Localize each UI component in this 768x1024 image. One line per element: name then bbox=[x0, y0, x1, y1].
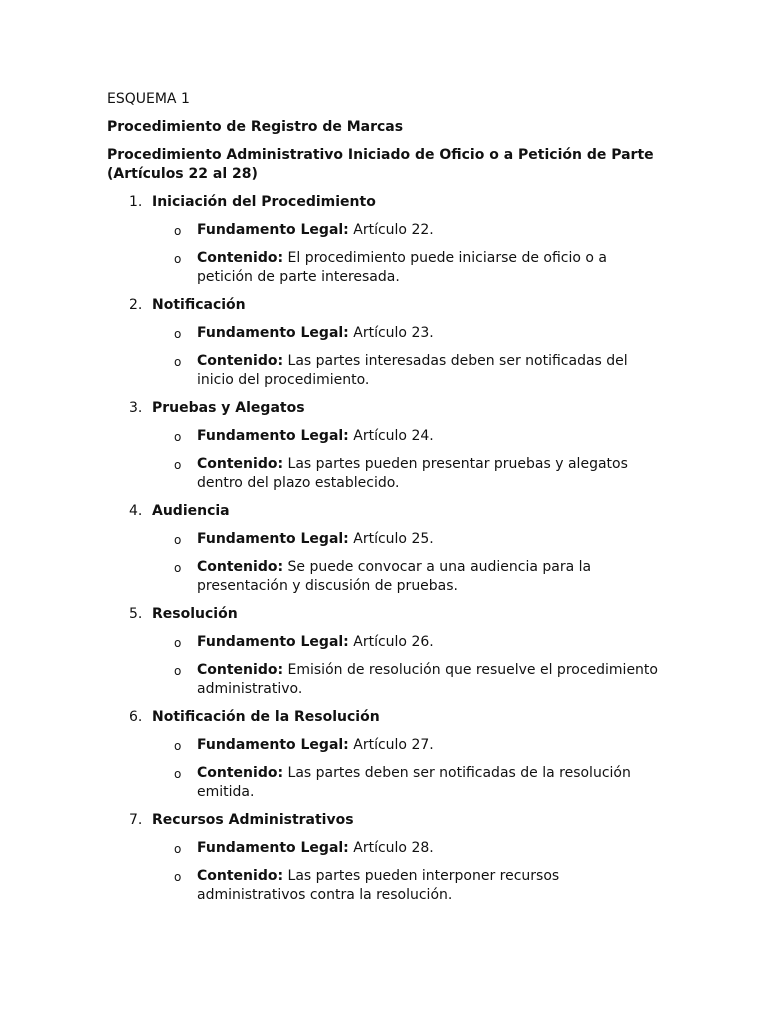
legal-basis-value: Artículo 28. bbox=[353, 840, 434, 856]
bullet-icon: o bbox=[174, 561, 182, 575]
content-label: Contenido: bbox=[197, 456, 284, 472]
legal-basis-item bbox=[107, 736, 667, 755]
legal-basis-item bbox=[107, 427, 667, 446]
bullet-icon: o bbox=[174, 739, 182, 753]
step-title: Notificación de la Resolución bbox=[152, 709, 380, 725]
legal-basis-label: Fundamento Legal: bbox=[197, 737, 349, 753]
step-title: Notificación bbox=[152, 297, 246, 313]
step-number: 4. bbox=[129, 503, 143, 519]
content-value: Las partes interesadas deben ser notificadas del inicio del procedimiento. bbox=[197, 353, 628, 388]
content-value: Emisión de resolución que resuelve el procedimiento administrativo. bbox=[197, 662, 658, 697]
step-subitems bbox=[107, 427, 667, 493]
legal-basis-value: Artículo 25. bbox=[353, 531, 434, 547]
legal-basis-label: Fundamento Legal: bbox=[197, 531, 349, 547]
step-heading bbox=[107, 296, 667, 315]
step-item bbox=[107, 399, 667, 493]
step-heading bbox=[107, 502, 667, 521]
step-title: Pruebas y Alegatos bbox=[152, 400, 305, 416]
bullet-icon: o bbox=[174, 355, 182, 369]
legal-basis-label: Fundamento Legal: bbox=[197, 840, 349, 856]
content-item bbox=[107, 764, 667, 802]
legal-basis-label: Fundamento Legal: bbox=[197, 325, 349, 341]
step-subitems bbox=[107, 221, 667, 287]
step-number: 2. bbox=[129, 297, 143, 313]
content-label: Contenido: bbox=[197, 250, 284, 266]
legal-basis-value: Artículo 27. bbox=[353, 737, 434, 753]
document-subtitle: Procedimiento Administrativo Iniciado de Oficio o a Petición de Parte (Artículos 22 al 28) bbox=[107, 147, 654, 182]
step-subitems bbox=[107, 324, 667, 390]
step-subitems bbox=[107, 736, 667, 802]
content-item bbox=[107, 352, 667, 390]
legal-basis-label: Fundamento Legal: bbox=[197, 634, 349, 650]
content-value: Se puede convocar a una audiencia para la presentación y discusión de pruebas. bbox=[197, 559, 592, 594]
legal-basis-value: Artículo 26. bbox=[353, 634, 434, 650]
legal-basis-label: Fundamento Legal: bbox=[197, 428, 349, 444]
bullet-icon: o bbox=[174, 430, 182, 444]
bullet-icon: o bbox=[174, 636, 182, 650]
step-heading bbox=[107, 811, 667, 830]
step-heading bbox=[107, 193, 667, 212]
step-subitems bbox=[107, 839, 667, 905]
step-heading bbox=[107, 605, 667, 624]
legal-basis-item bbox=[107, 530, 667, 549]
content-label: Contenido: bbox=[197, 559, 284, 575]
bullet-icon: o bbox=[174, 842, 182, 856]
legal-basis-item bbox=[107, 221, 667, 240]
steps-list bbox=[107, 193, 667, 905]
content-value: Las partes pueden interponer recursos administrativos contra la resolución. bbox=[197, 868, 560, 903]
content-label: Contenido: bbox=[197, 765, 284, 781]
legal-basis-value: Artículo 22. bbox=[353, 222, 434, 238]
step-subitems bbox=[107, 633, 667, 699]
content-value: El procedimiento puede iniciarse de oficio o a petición de parte interesada. bbox=[197, 250, 607, 285]
bullet-icon: o bbox=[174, 533, 182, 547]
legal-basis-value: Artículo 23. bbox=[353, 325, 434, 341]
step-item bbox=[107, 708, 667, 802]
document-label: ESQUEMA 1 bbox=[107, 91, 190, 107]
content-label: Contenido: bbox=[197, 868, 284, 884]
legal-basis-item bbox=[107, 633, 667, 652]
document-title: Procedimiento de Registro de Marcas bbox=[107, 119, 404, 135]
legal-basis-item bbox=[107, 839, 667, 858]
step-item bbox=[107, 502, 667, 596]
step-number: 7. bbox=[129, 812, 143, 828]
content-item bbox=[107, 455, 667, 493]
bullet-icon: o bbox=[174, 664, 182, 678]
content-item bbox=[107, 867, 667, 905]
step-subitems bbox=[107, 530, 667, 596]
legal-basis-value: Artículo 24. bbox=[353, 428, 434, 444]
step-item bbox=[107, 193, 667, 287]
bullet-icon: o bbox=[174, 870, 182, 884]
legal-basis-item bbox=[107, 324, 667, 343]
bullet-icon: o bbox=[174, 767, 182, 781]
content-label: Contenido: bbox=[197, 662, 284, 678]
step-title: Audiencia bbox=[152, 503, 230, 519]
step-item bbox=[107, 811, 667, 905]
step-title: Recursos Administrativos bbox=[152, 812, 354, 828]
legal-basis-label: Fundamento Legal: bbox=[197, 222, 349, 238]
step-title: Resolución bbox=[152, 606, 238, 622]
content-item bbox=[107, 661, 667, 699]
step-item bbox=[107, 605, 667, 699]
step-heading bbox=[107, 708, 667, 727]
step-title: Iniciación del Procedimiento bbox=[152, 194, 376, 210]
content-value: Las partes pueden presentar pruebas y alegatos dentro del plazo establecido. bbox=[197, 456, 628, 491]
step-number: 5. bbox=[129, 606, 143, 622]
bullet-icon: o bbox=[174, 224, 182, 238]
bullet-icon: o bbox=[174, 252, 182, 266]
step-number: 1. bbox=[129, 194, 143, 210]
step-heading bbox=[107, 399, 667, 418]
step-number: 6. bbox=[129, 709, 143, 725]
step-item bbox=[107, 296, 667, 390]
bullet-icon: o bbox=[174, 458, 182, 472]
document-body bbox=[107, 90, 667, 914]
step-number: 3. bbox=[129, 400, 143, 416]
bullet-icon: o bbox=[174, 327, 182, 341]
content-item bbox=[107, 249, 667, 287]
content-label: Contenido: bbox=[197, 353, 284, 369]
content-value: Las partes deben ser notificadas de la resolución emitida. bbox=[197, 765, 631, 800]
content-item bbox=[107, 558, 667, 596]
